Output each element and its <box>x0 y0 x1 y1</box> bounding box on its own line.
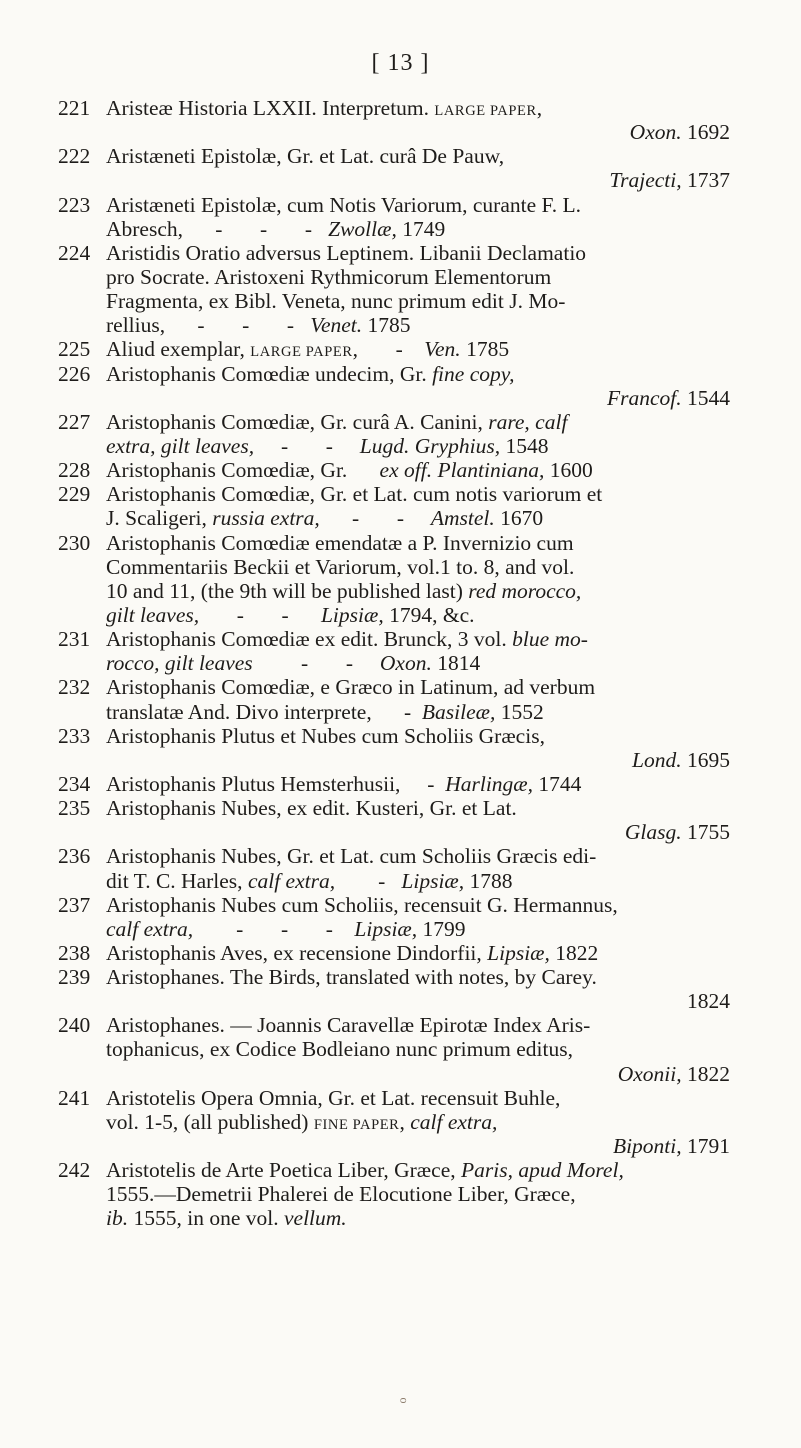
italic-text: Amstel. <box>430 506 495 531</box>
entry-text: Abresch, - - - <box>106 216 329 241</box>
entry-text: , <box>536 96 543 120</box>
entry-text: Aristæneti Epistolæ, cum Notis Variorum, curante F. L. <box>106 192 582 217</box>
entry-line <box>106 289 730 313</box>
entry-line <box>106 434 730 458</box>
entry-line <box>106 217 730 241</box>
entry-number: 223 <box>58 192 91 217</box>
catalog-entry <box>58 482 730 530</box>
entry-line <box>106 1037 730 1061</box>
catalog-entry <box>58 772 730 796</box>
italic-text: russia extra, <box>212 506 320 531</box>
italic-text: extra, gilt leaves, <box>106 433 255 458</box>
italic-text: Venet. <box>310 313 363 338</box>
italic-text: Oxon. <box>379 651 432 676</box>
entry-text: Aristidis Oratio adversus Leptinem. Libanii Declamatio <box>106 240 587 265</box>
catalog-entry <box>58 1013 730 1085</box>
entry-text: 1555.—Demetrii Phalerei de Elocutione Liber, Græce, <box>106 1182 576 1207</box>
catalog-list <box>58 96 730 1231</box>
entry-line <box>106 917 730 941</box>
entry-line <box>106 579 730 603</box>
italic-text: ex off. Plantiniana, <box>379 458 545 483</box>
entry-text: Aristophanis Comœdiæ, Gr. curâ A. Canini, <box>106 409 489 434</box>
catalog-entry <box>58 965 730 1013</box>
entry-line <box>106 120 730 144</box>
entry-text: 1822 <box>549 940 599 965</box>
entry-line <box>106 1013 730 1037</box>
entry-number: 233 <box>58 723 91 748</box>
italic-text: Lipsiæ, <box>401 868 465 893</box>
entry-text: Aristæneti Epistolæ, Gr. et Lat. curâ De Pauw, <box>106 144 505 169</box>
entry-line <box>106 482 730 506</box>
catalog-entry <box>58 241 730 338</box>
italic-text: Glasg. <box>624 820 682 845</box>
entry-number: 224 <box>58 240 91 265</box>
catalog-entry <box>58 844 730 892</box>
catalog-entry <box>58 193 730 241</box>
entry-line <box>106 1206 730 1230</box>
entry-text: 1749 <box>396 216 446 241</box>
entry-text: 1799 <box>417 916 466 941</box>
italic-text: Trajecti, <box>609 168 682 193</box>
entry-line <box>106 748 730 772</box>
entry-line <box>106 265 730 289</box>
entry-line <box>106 386 730 410</box>
entry-line <box>106 1182 730 1206</box>
entry-number: 226 <box>58 361 91 386</box>
entry-number: 230 <box>58 530 91 555</box>
entry-text: 1822 <box>681 1061 730 1086</box>
entry-number: 234 <box>58 771 91 796</box>
entry-number: 238 <box>58 940 91 965</box>
italic-text: Biponti, <box>612 1134 682 1159</box>
italic-text: Lipsiæ, <box>354 916 418 941</box>
entry-line <box>106 362 730 386</box>
entry-line <box>106 965 730 989</box>
entry-number: 241 <box>58 1085 91 1110</box>
entry-line <box>106 796 730 820</box>
italic-text: Lugd. Gryphius, <box>359 433 501 458</box>
catalog-entry <box>58 941 730 965</box>
italic-text: calf extra, <box>410 1109 498 1134</box>
entry-line <box>106 144 730 168</box>
entry-line <box>106 893 730 917</box>
italic-text: Lond. <box>632 747 682 772</box>
entry-number: 231 <box>58 627 91 652</box>
entry-line <box>106 458 730 482</box>
entry-line <box>106 941 730 965</box>
entry-line <box>106 193 730 217</box>
italic-text: Oxonii, <box>617 1061 682 1086</box>
entry-text: 1791 <box>681 1134 730 1159</box>
entry-text: 1744 <box>533 771 582 796</box>
entry-line <box>106 1134 730 1158</box>
entry-line <box>106 241 730 265</box>
entry-number: 232 <box>58 675 91 700</box>
entry-line <box>106 651 730 675</box>
entry-line <box>106 1062 730 1086</box>
entry-line <box>106 168 730 192</box>
entry-line <box>106 844 730 868</box>
entry-number: 228 <box>58 458 91 483</box>
entry-text: 1814 <box>431 651 481 676</box>
entry-text: J. Scaligeri, <box>106 506 213 531</box>
entry-line <box>106 337 730 361</box>
entry-number: 237 <box>58 892 91 917</box>
entry-text: 1785 <box>362 313 411 338</box>
entry-text: Aristotelis Opera Omnia, Gr. et Lat. recensuit Buhle, <box>106 1085 561 1110</box>
entry-text: Aristophanis Plutus Hemsterhusii, - <box>106 771 446 796</box>
entry-line <box>106 820 730 844</box>
italic-text: vellum. <box>283 1206 347 1231</box>
entry-text: Aristophanis Nubes, ex edit. Kusteri, Gr. et Lat. <box>106 796 517 821</box>
entry-text: 1788 <box>464 868 513 893</box>
catalog-entry <box>58 1086 730 1158</box>
entry-line <box>106 675 730 699</box>
catalog-entry <box>58 337 730 361</box>
page-number: [ 13 ] <box>371 50 430 76</box>
entry-text: Commentariis Beckii et Variorum, vol.1 to. 8, and vol. <box>106 554 575 579</box>
entry-text: 1552 <box>495 699 544 724</box>
footer-ornament: ᴑ <box>400 1392 407 1406</box>
italic-text: Harlingæ, <box>445 771 534 796</box>
catalog-entry <box>58 675 730 723</box>
italic-text: ib. <box>106 1206 129 1231</box>
italic-text: Basileæ, <box>421 699 496 724</box>
italic-text: fine copy, <box>432 361 515 386</box>
entry-number: 235 <box>58 796 91 821</box>
italic-text: Lipsiæ, <box>487 940 550 965</box>
entry-line <box>106 700 730 724</box>
italic-text: calf extra, <box>247 868 336 893</box>
entry-text: rellius, - - - <box>106 313 311 338</box>
catalog-entry <box>58 362 730 410</box>
catalog-entry <box>58 144 730 192</box>
catalog-entry <box>58 724 730 772</box>
entry-text: 1695 <box>681 747 730 772</box>
entry-text: pro Socrate. Aristoxeni Rythmicorum Elementorum <box>106 264 552 289</box>
entry-text: Aristophanis Comœdiæ emendatæ a P. Invernizio cum <box>106 530 574 555</box>
entry-text: Aristophanis Nubes cum Scholiis, recensuit G. Hermannus, <box>106 892 618 917</box>
entry-line <box>106 724 730 748</box>
entry-text: Aristophanis Comœdiæ, Gr. <box>106 458 380 483</box>
italic-text: Oxon. <box>629 120 682 145</box>
entry-line <box>106 410 730 434</box>
italic-text: Zwollæ, <box>328 216 397 241</box>
entry-text: , <box>399 1109 411 1134</box>
catalog-entry <box>58 96 730 144</box>
entry-line <box>106 772 730 796</box>
italic-text: Ven. <box>424 337 461 362</box>
entry-number: 239 <box>58 965 91 990</box>
italic-text: rocco, gilt leaves <box>106 651 253 676</box>
italic-text: rare, calf <box>488 409 568 434</box>
entry-text: 10 and 11, (the 9th will be published last) <box>106 578 469 603</box>
entry-text: - - <box>252 651 380 676</box>
entry-text: 1755 <box>681 820 730 845</box>
entry-text: 1824 <box>687 989 730 1014</box>
entry-text: 1544 <box>681 385 730 410</box>
entry-number: 227 <box>58 409 91 434</box>
entry-line <box>106 96 730 120</box>
catalog-entry <box>58 893 730 941</box>
entry-text: Aristophanis Comœdiæ ex edit. Brunck, 3 vol. <box>106 627 513 652</box>
entry-text: , - <box>352 337 425 362</box>
entry-text: Aristophanes. — Joannis Caravellæ Epirotæ Index Aris- <box>106 1013 591 1038</box>
italic-text: Paris, apud Morel, <box>460 1158 624 1183</box>
entry-line <box>106 313 730 337</box>
entry-text: 1794, &c. <box>383 602 475 627</box>
small-caps-text: FINE PAPER <box>313 1116 400 1133</box>
catalog-entry <box>58 627 730 675</box>
entry-text: Aristophanis Aves, ex recensione Dindorfii, <box>106 940 488 965</box>
entry-number: 222 <box>58 144 91 169</box>
entry-line <box>106 1110 730 1134</box>
catalog-entry <box>58 531 730 628</box>
small-caps-text: LARGE PAPER <box>434 103 537 119</box>
entry-text: Aristophanis Nubes, Gr. et Lat. cum Scholiis Græcis edi- <box>106 844 597 869</box>
italic-text: gilt leaves, <box>106 602 200 627</box>
entry-number: 221 <box>58 96 91 120</box>
entry-text: vol. 1-5, (all published) <box>106 1109 314 1134</box>
entry-number: 242 <box>58 1158 91 1183</box>
entry-text: Aristophanis Comœdiæ, e Græco in Latinum, ad verbum <box>106 675 596 700</box>
catalog-entry <box>58 796 730 844</box>
entry-number: 240 <box>58 1013 91 1038</box>
entry-text: 1670 <box>494 506 544 531</box>
entry-text: translatæ And. Divo interprete, - <box>106 699 422 724</box>
entry-text: 1692 <box>681 120 730 145</box>
italic-text: Francof. <box>606 385 682 410</box>
catalog-entry <box>58 410 730 458</box>
small-caps-text: LARGE PAPER <box>250 344 353 361</box>
entry-text: 1600 <box>544 458 593 483</box>
entry-text: 1737 <box>681 168 730 193</box>
entry-text: dit T. C. Harles, <box>106 868 248 893</box>
entry-text: Aristophanis Comœdiæ, Gr. et Lat. cum notis variorum et <box>106 482 603 507</box>
entry-line <box>106 555 730 579</box>
entry-text: Fragmenta, ex Bibl. Veneta, nunc primum edit J. Mo- <box>106 289 566 314</box>
entry-text: Aristophanes. The Birds, translated with notes, by Carey. <box>106 965 597 990</box>
entry-line <box>106 627 730 651</box>
italic-text: red morocco, <box>468 578 582 603</box>
entry-number: 229 <box>58 482 91 507</box>
entry-text: - - <box>319 506 431 531</box>
catalog-entry <box>58 1158 730 1230</box>
entry-text: Aristotelis de Arte Poetica Liber, Græce, <box>106 1158 461 1183</box>
entry-line <box>106 506 730 530</box>
entry-line <box>106 869 730 893</box>
entry-text: 1785 <box>460 337 510 362</box>
entry-line <box>106 1158 730 1182</box>
entry-text: - - <box>199 602 321 627</box>
entry-text: Aristophanis Comœdiæ undecim, Gr. <box>106 361 433 386</box>
entry-text: Aristophanis Plutus et Nubes cum Scholiis Græcis, <box>106 723 545 748</box>
entry-text: - - <box>254 433 360 458</box>
italic-text: blue mo- <box>512 627 588 652</box>
entry-line <box>106 603 730 627</box>
entry-number: 225 <box>58 337 91 362</box>
entry-number: 236 <box>58 844 91 869</box>
entry-text: 1548 <box>500 433 549 458</box>
entry-text: - <box>335 868 402 893</box>
entry-line <box>106 989 730 1013</box>
entry-text: - - - <box>193 916 355 941</box>
italic-text: calf extra, <box>106 916 194 941</box>
entry-text: 1555, in one vol. <box>128 1206 284 1231</box>
italic-text: Lipsiæ, <box>320 602 384 627</box>
catalog-entry <box>58 458 730 482</box>
entry-text: tophanicus, ex Codice Bodleiano nunc primum editus, <box>106 1037 573 1062</box>
entry-text: Aristeæ Historia LXXII. Interpretum. <box>106 96 435 120</box>
entry-line <box>106 531 730 555</box>
entry-text: Aliud exemplar, <box>106 337 251 362</box>
entry-line <box>106 1086 730 1110</box>
